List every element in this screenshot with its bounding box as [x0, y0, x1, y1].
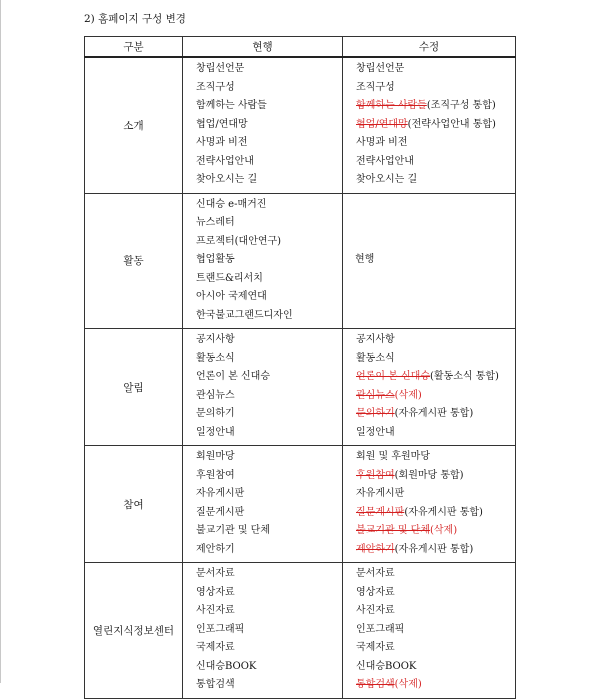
list-item: 관심뉴스 — [196, 389, 235, 401]
list-item: 공지사항 — [196, 334, 235, 345]
list-item: 찾아오시는 길 — [356, 174, 418, 185]
table-row-notice — [85, 329, 516, 446]
list-item: 뉴스레터 — [196, 217, 235, 228]
header-current: 현행 — [183, 37, 343, 58]
revised-list — [343, 193, 516, 329]
list-item: 인포그래픽 — [196, 623, 245, 635]
table-row-participation — [85, 446, 516, 563]
struck-text: 불교기관 및 단체 — [356, 525, 430, 536]
comparison-table — [84, 36, 516, 699]
change-note: (활동소식 통합) — [429, 371, 499, 382]
list-item: 트랜드&리서치 — [196, 272, 263, 284]
list-item: 창립선언문 — [356, 63, 405, 74]
list-item: 신대승 e-매거진 — [196, 198, 267, 210]
list-item — [356, 676, 515, 695]
list-item: 자유게시판 — [196, 488, 245, 499]
list-item: 활동소식 — [356, 352, 395, 364]
struck-text: 관심뉴스 — [356, 389, 395, 401]
delete-note: (삭제) — [429, 525, 458, 536]
list-item — [356, 504, 515, 523]
table-row-knowledge-center — [85, 563, 516, 699]
revised-list — [343, 329, 516, 446]
current-list — [183, 329, 343, 446]
struck-text: 협업/연대망 — [356, 118, 408, 130]
list-item: 한국불교그랜드디자인 — [196, 309, 293, 321]
list-item: 문서자료 — [196, 568, 235, 579]
list-item: 협업활동 — [196, 254, 235, 265]
struck-text: 통합검색 — [356, 679, 395, 690]
list-item — [356, 368, 515, 387]
list-item: 아시아 국제연대 — [196, 291, 267, 302]
header-category: 구분 — [85, 37, 183, 58]
change-note: (회원마당 통합) — [394, 469, 464, 481]
list-item: 영상자료 — [196, 586, 235, 598]
list-item: 질문게시판 — [196, 506, 245, 518]
list-item: 사명과 비전 — [356, 137, 408, 148]
change-note: (조직구성 통합) — [426, 100, 496, 111]
struck-text: 언론이 본 신대승 — [356, 371, 430, 382]
category-cell: 참여 — [85, 446, 183, 563]
list-item: 회원마당 — [196, 451, 235, 462]
list-item: 후원참여 — [196, 469, 235, 481]
list-item: 문의하기 — [196, 408, 235, 419]
list-item-same-as-current: 현행 — [355, 254, 375, 265]
change-note: (전략사업안내 통합) — [407, 118, 496, 130]
list-item: 일정안내 — [196, 426, 235, 438]
list-item: 통합검색 — [196, 679, 235, 690]
list-item — [356, 541, 515, 560]
category-cell: 열린지식정보센터 — [85, 563, 183, 699]
list-item: 신대승BOOK — [356, 660, 417, 672]
change-note: (자유게시판 통합) — [404, 506, 483, 518]
change-note: (자유게시판 통합) — [394, 543, 474, 555]
revised-list — [343, 57, 516, 193]
list-item: 국제자료 — [356, 642, 395, 653]
list-item — [356, 387, 515, 406]
list-item: 문서자료 — [356, 568, 395, 579]
list-item: 창립선언문 — [196, 63, 245, 74]
current-list — [183, 446, 343, 563]
list-item — [356, 116, 515, 135]
list-item: 함께하는 사람들 — [196, 100, 267, 111]
current-list — [183, 563, 343, 699]
revised-list — [343, 446, 516, 563]
list-item: 신대승BOOK — [196, 660, 257, 672]
struck-text: 후원참여 — [356, 469, 395, 481]
struck-text: 함께하는 사람들 — [356, 100, 427, 111]
table-row-activity — [85, 193, 516, 329]
list-item: 인포그래픽 — [356, 623, 405, 635]
list-item: 활동소식 — [196, 352, 235, 364]
header-revised: 수정 — [343, 37, 516, 58]
list-item: 자유게시판 — [356, 488, 405, 499]
list-item: 제안하기 — [196, 543, 235, 555]
list-item: 협업/연대망 — [196, 118, 248, 130]
category-cell: 소개 — [85, 57, 183, 193]
list-item: 영상자료 — [356, 586, 395, 598]
list-item — [356, 405, 515, 424]
list-item: 일정안내 — [356, 426, 395, 438]
list-item: 언론이 본 신대승 — [196, 371, 270, 382]
list-item: 조직구성 — [196, 81, 235, 93]
delete-note: (삭제) — [394, 389, 422, 401]
list-item: 사명과 비전 — [196, 137, 248, 148]
delete-note: (삭제) — [394, 679, 422, 690]
list-item: 전략사업안내 — [356, 155, 414, 167]
struck-text: 문의하기 — [356, 408, 395, 419]
category-cell: 알림 — [85, 329, 183, 446]
list-item: 찾아오시는 길 — [196, 174, 258, 185]
list-item: 사진자료 — [356, 605, 395, 616]
page-left-edge — [0, 0, 1, 683]
table-row-intro — [85, 57, 516, 193]
revised-list — [343, 563, 516, 699]
struck-text: 질문게시판 — [356, 506, 405, 518]
list-item: 전략사업안내 — [196, 155, 254, 167]
list-item: 국제자료 — [196, 642, 235, 653]
section-title: 2) 홈페이지 구성 변경 — [84, 13, 186, 25]
list-item: 조직구성 — [356, 81, 395, 93]
current-list — [183, 193, 343, 329]
list-item — [356, 97, 515, 116]
list-item: 불교기관 및 단체 — [196, 525, 270, 536]
list-item — [356, 467, 515, 486]
change-note: (자유게시판 통합) — [394, 408, 474, 419]
list-item — [356, 522, 515, 541]
list-item: 공지사항 — [356, 334, 395, 345]
current-list — [183, 57, 343, 193]
list-item: 회원 및 후원마당 — [356, 451, 430, 462]
struck-text: 제안하기 — [356, 543, 395, 555]
category-cell: 활동 — [85, 193, 183, 329]
table-header-row — [85, 37, 516, 58]
list-item: 사진자료 — [196, 605, 235, 616]
list-item: 프로젝터(대안연구) — [196, 235, 282, 247]
